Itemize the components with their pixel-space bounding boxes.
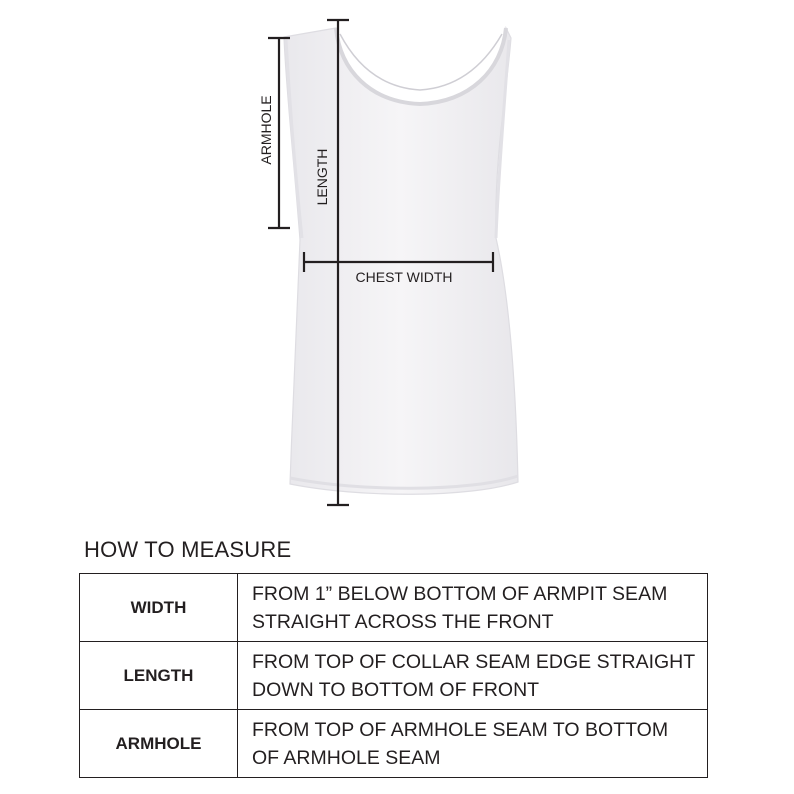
- description-cell: [238, 574, 708, 642]
- length-label: LENGTH: [314, 148, 330, 206]
- term-cell: WIDTH: [80, 574, 238, 642]
- description-line: DOWN TO BOTTOM OF FRONT: [252, 678, 540, 701]
- description-line: FROM 1” BELOW BOTTOM OF ARMPIT SEAM: [252, 582, 668, 605]
- description-line: STRAIGHT ACROSS THE FRONT: [252, 610, 554, 633]
- description-cell: [238, 642, 708, 710]
- measure-table: [79, 573, 708, 778]
- table-row: [80, 642, 708, 710]
- description-line: FROM TOP OF COLLAR SEAM EDGE STRAIGHT: [252, 650, 696, 673]
- armhole-label: ARMHOLE: [258, 95, 274, 165]
- section-title: HOW TO MEASURE: [84, 537, 292, 562]
- description-line: OF ARMHOLE SEAM: [252, 746, 441, 769]
- chest-width-label: CHEST WIDTH: [355, 269, 453, 285]
- description-cell: [238, 710, 708, 778]
- table-row: [80, 574, 708, 642]
- term-cell: ARMHOLE: [80, 710, 238, 778]
- description-line: FROM TOP OF ARMHOLE SEAM TO BOTTOM: [252, 718, 669, 741]
- table-row: [80, 710, 708, 778]
- term-cell: LENGTH: [80, 642, 238, 710]
